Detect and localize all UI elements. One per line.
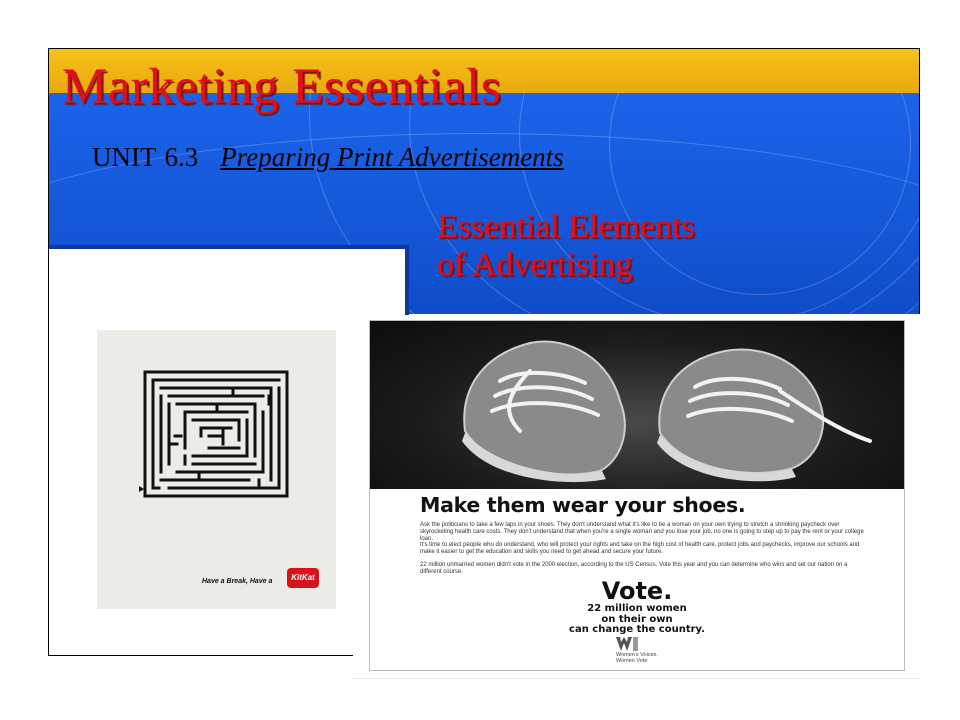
unit-title: Preparing Print Advertisements xyxy=(220,142,564,172)
ad-vote-subheading xyxy=(370,604,904,636)
sneakers-image xyxy=(370,321,904,489)
ad-headline: Make them wear your shoes. xyxy=(420,493,746,517)
unit-label: UNIT xyxy=(92,142,157,172)
shoes-vote-ad xyxy=(369,320,905,671)
vote-sub-line: can change the country. xyxy=(569,624,705,635)
womens-voices-logo-icon xyxy=(616,637,638,651)
shoes-photo xyxy=(370,321,904,489)
ad-logo-text xyxy=(616,652,658,664)
unit-number: 6.3 xyxy=(164,142,199,172)
notch-shadow xyxy=(405,249,409,315)
kitkat-logo: KitKat xyxy=(287,568,319,588)
slide-border-bottom xyxy=(48,655,353,656)
ad-body-paragraph: 22 million unmarried women didn't vote in the 2000 election, according to the US Census. Vote this year and you can determine who wins and set our nation on a different course. xyxy=(420,562,848,575)
ad-vote-heading: Vote. xyxy=(601,577,673,605)
section-heading-line-2: of Advertising xyxy=(437,246,633,283)
logo-line: Women Vote xyxy=(616,658,648,664)
content-notch xyxy=(49,249,405,315)
section-heading xyxy=(437,208,695,284)
section-heading-line-1: Essential Elements xyxy=(437,208,695,245)
vote-sub-line: on their own xyxy=(601,613,673,625)
ad-body-paragraph: Ask the politicians to take a few laps in your shoes. They don't understand what it's like to be a woman on your own trying to stretch a shrinking paycheck over skyrocketing health care costs. They don't understand that when you're a single woman and you lose your job, no one is going to step up to pay the rent or your college loan. xyxy=(420,522,864,542)
logo-line: Women's Voices. xyxy=(616,652,658,658)
kitkat-maze-ad xyxy=(97,330,336,609)
ad-body-paragraph: It's time to elect people who do understand, who will protect your rights and take on the high cost of health care, protect jobs and paychecks, improve our schools and make it easier to get the education and skills you need to get ahead and secure your future. xyxy=(420,542,860,555)
divider-line xyxy=(353,678,920,679)
vote-sub-line: 22 million women xyxy=(587,603,687,614)
slide-title: Marketing Essentials xyxy=(62,59,502,115)
maze-image xyxy=(139,368,291,500)
unit-line xyxy=(92,144,564,171)
slide-border-right xyxy=(919,48,920,314)
ad-tagline: Have a Break, Have a xyxy=(202,578,273,585)
